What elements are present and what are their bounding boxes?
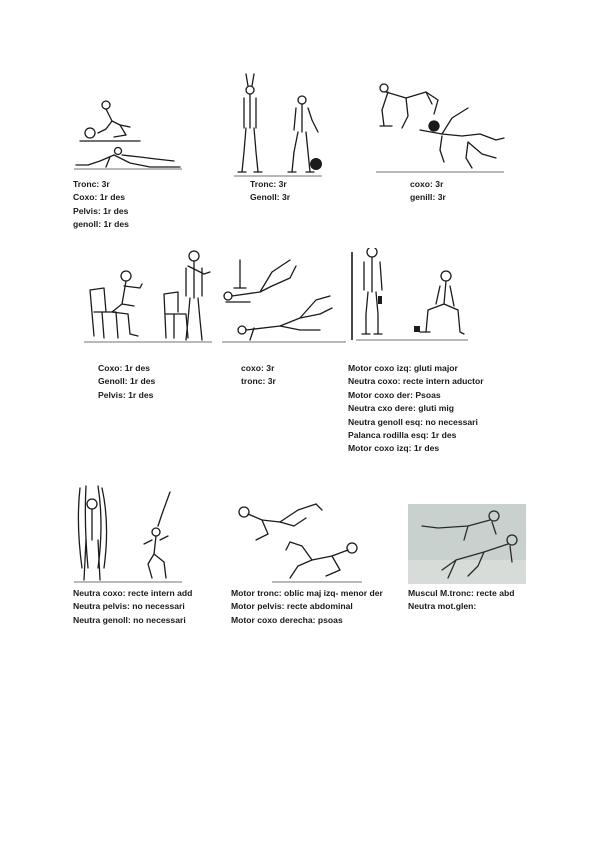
- caption-line: coxo: 3r: [410, 179, 444, 189]
- caption-line: Motor coxo izq: 1r des: [348, 443, 440, 454]
- exercise-figure-quadruped: [372, 78, 508, 176]
- caption-line: Pelvis: 1r des: [98, 389, 154, 400]
- caption-exercise-1: [73, 178, 129, 232]
- caption-line: Pelvis: 1r des: [73, 205, 129, 216]
- caption-line: Neutra coxo: recte intern aductor: [348, 376, 484, 387]
- caption-exercise-8: [231, 587, 383, 627]
- caption-exercise-3: [410, 178, 446, 205]
- caption-line: Tronc: 3r: [250, 179, 287, 189]
- exercise-figure-overhead-stretch: [72, 484, 184, 584]
- caption-line: Neutra pelvis: no necessari: [73, 601, 185, 612]
- exercise-figure-kneeling-ball: [70, 95, 186, 175]
- caption-line: Neutra genoll: no necessari: [73, 614, 186, 625]
- caption-exercise-9: [408, 587, 514, 614]
- caption-exercise-7: [73, 587, 192, 627]
- caption-line: Motor coxo der: Psoas: [348, 389, 441, 400]
- caption-line: Neutra genoll esq: no necessari: [348, 416, 478, 427]
- caption-line: Tronc: 3r: [73, 179, 110, 189]
- caption-line: genill: 3r: [410, 192, 446, 203]
- caption-exercise-5: [241, 362, 276, 389]
- caption-line: Neutra coxo: recte intern add: [73, 588, 193, 598]
- caption-line: coxo: 3r: [241, 363, 275, 373]
- caption-line: Genoll: 3r: [250, 192, 291, 203]
- caption-line: Motor tronc: oblic maj izq- menor der: [231, 588, 383, 598]
- caption-line: Motor pelvis: recte abdominal: [231, 601, 353, 612]
- exercise-figure-standing-ball: [232, 72, 324, 178]
- exercise-figure-lunge: [350, 248, 470, 344]
- caption-exercise-6: [348, 362, 484, 456]
- caption-line: Coxo: 1r des: [98, 363, 151, 373]
- caption-line: Neutra mot.glen:: [408, 601, 477, 612]
- exercise-figure-chair-squat: [82, 250, 214, 346]
- exercise-photo-plank: [408, 504, 526, 584]
- caption-exercise-4: [98, 362, 155, 402]
- caption-line: Muscul M.tronc: recte abd: [408, 588, 515, 598]
- caption-line: Genoll: 1r des: [98, 376, 156, 387]
- caption-line: Neutra cxo dere: gluti mig: [348, 403, 455, 414]
- caption-exercise-2: [250, 178, 290, 205]
- caption-line: Motor coxo derecha: psoas: [231, 614, 343, 625]
- caption-line: Palanca rodilla esq: 1r des: [348, 429, 457, 440]
- caption-line: Motor coxo izq: gluti major: [348, 363, 458, 373]
- exercise-figure-crunch-twist: [232, 490, 364, 586]
- caption-line: genoll: 1r des: [73, 219, 129, 230]
- exercise-figure-supine-bridge: [220, 252, 350, 346]
- caption-line: Coxo: 1r des: [73, 192, 126, 203]
- caption-line: tronc: 3r: [241, 376, 276, 387]
